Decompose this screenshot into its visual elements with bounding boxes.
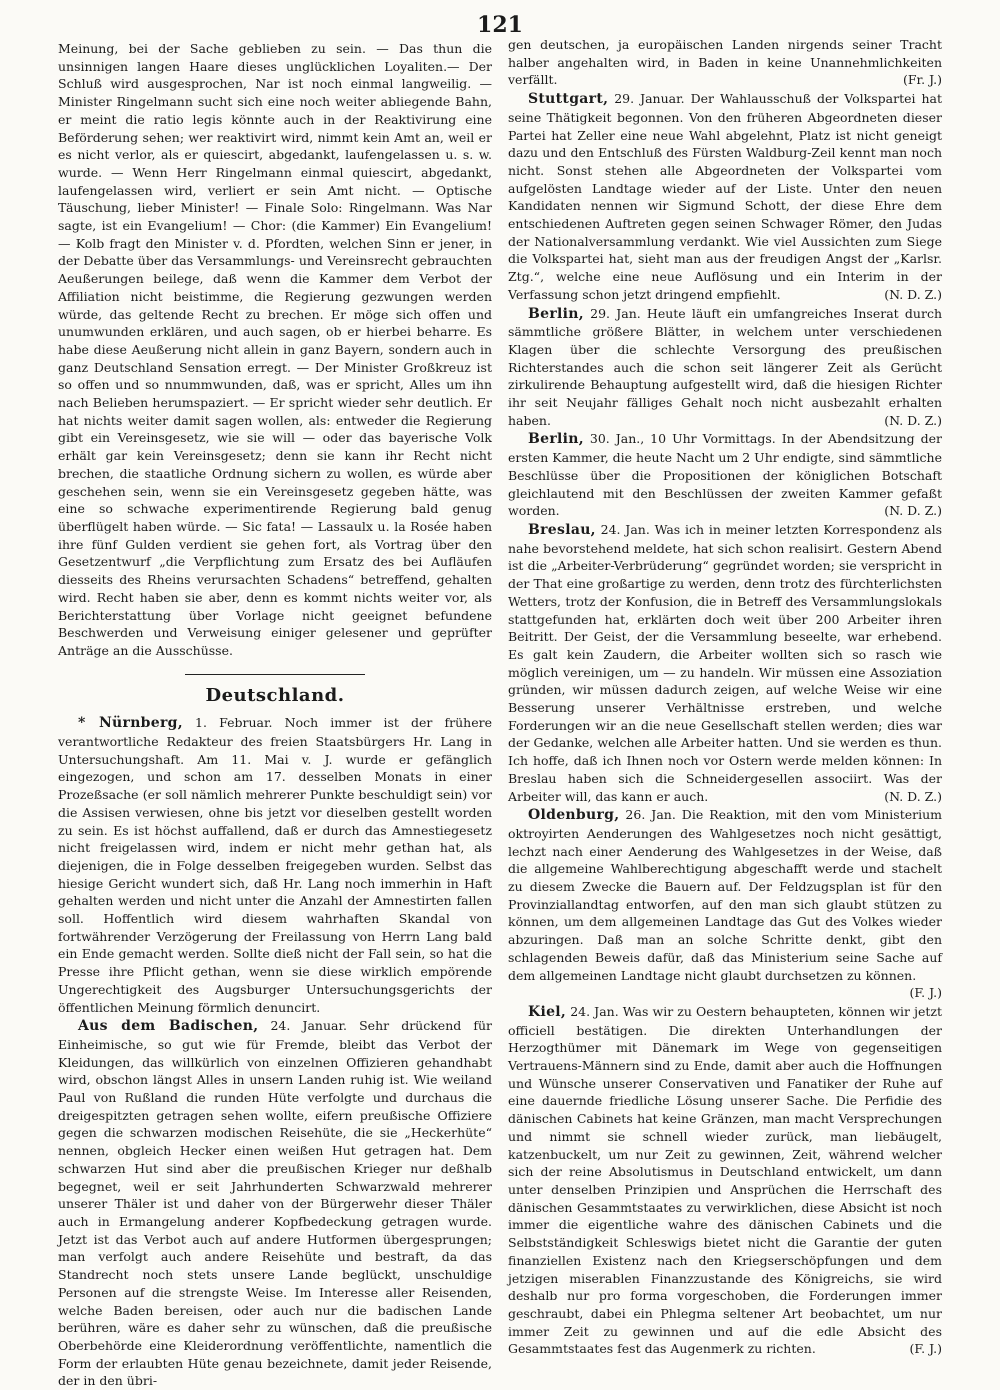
article-berlin-2-text: 30. Jan., 10 Uhr Vormittags. In der Abendsitzung der ersten Kammer, die heute Nacht um 2 Uhr endigte, sind sämmtliche Beschlüsse über die Propositionen der königlichen Botschaft gleichlautend mit den Beschlüssen der zweiten Kammer gefaßt worden. [508,431,943,519]
source-signature: (N. D. Z.) [884,503,942,519]
source-signature: (F. J.) [909,1341,942,1357]
dateline-kiel: Kiel, [528,1003,567,1020]
dateline-nuernberg: * Nürnberg, [78,715,183,732]
section-title: Deutschland. [205,684,345,706]
dateline-baden: Aus dem Badischen, [78,1018,259,1035]
article-baden-text: 24. Januar. Sehr drückend für Einheimische, so gut wie für Fremde, bleibt das Verbot der Kleidungen, das willkürlich von einzelnen Offizieren gehandhabt wird, obschon längst Alles in unsern Landen ruhig ist. Wie weiland Paul von Rußland die runden Hüte verfolgte und durchaus die dreigespitzten getragen sehen wollte, eifern preußische Offiziere gegen die schwarzen modischen Reisehüte, die sie „Heckerhüte“ nennen, obgleich Hecker einen weißen Hut getragen hat. Dem schwarzen Hut sind aber die preußischen Krieger nur deßhalb begegnet, weil er seit Jahrhunderten Schwarzwald mehrerer unserer Thäler ist und daher von der Bürgerwehr dieser Thäler auch in Ermangelung anderer Kopfbedeckung getragen wurde. Jetzt ist das Verbot auch auf andere Hutformen übergesprungen; man verfolgt auch andere Reisehüte und bestraft, da das Standrecht noch stets unsere Lande beglückt, unschuldige Personen auf die strengste Weise. Im Interesse aller Reisenden, welche Baden bereisen, oder auch nur die badischen Lande berühren, wäre es daher sehr zu wünschen, daß die preußische Oberbehörde eine Kleiderordnung veröffentlichte, namentlich die Form der erlaubten Hüte genau bezeichnete, damit jeder Reisende, der in den übri- [58,1018,492,1389]
source-signature: (Fr. J.) [903,72,942,88]
article-berlin-2 [508,430,942,520]
source-signature: (N. D. Z.) [884,788,942,804]
article-oldenburg [508,806,942,1002]
page-number: 121 [477,12,523,38]
article-stuttgart-text: 29. Januar. Der Wahlausschuß der Volkspartei hat seine Thätigkeit begonnen. Von den früheren Abgeordneten dieser Partei hat Zeller eine neue Wahl abgelehnt, Platz ist nicht geneigt dazu und den Entschluß des Fürsten Waldburg-Zeil kennt man noch nicht. Sonst stehen alle Abgeordneten der Volkspartei vom aufgelösten Landtage wieder auf der Liste. Unter den neuen Kandidaten nennen wir Sigmund Schott, der diese Ehre dem entschiedenen Auftreten gegen seinen Schwager Römer, den Judas der Nationalversammlung verdankt. Wie viel Aussichten zum Siege die Volkspartei hat, sieht man aus der freudigen Angst der „Karlsr. Ztg.“, welche eine neue Auflösung und ein Interim in der Verfassung schon jetzt dringend empfiehlt. [508,91,942,302]
parliament-report-paragraph: Meinung, bei der Sache geblieben zu sein. — Das thun die unsinnigen langen Haare dieses unglücklichen Loyaliten.— Der Schluß wird ausgesprochen, Nar ist noch einmal langweilig. — Minister Ringelmann sucht sich eine noch weiter abliegende Bahn, er meint die ratio legis könnte auch in der Reaktivirung eine Beförderung sehen; wer reaktivirt wird, nimmt kein Amt an, weil er es nicht verlor, als er quiescirt, abgedankt, laufengelassen u. s. w. wurde. — Wenn Herr Ringelmann einmal quiescirt, abgedankt, laufengelassen wird, verliert er sein Amt nicht. — Optische Täuschung, lieber Minister! — Finale Solo: Ringelmann. Was Nar sagte, ist ein Evangelium! — Chor: (die Kammer) Ein Evangelium! — Kolb fragt den Minister v. d. Pfordten, welchen Sinn er jener, in der Debatte über das Versammlungs- und Vereinsrecht gebrauchten Aeußerungen beilege, daß wenn die Kammer dem Verbot der Affiliation nicht beistimme, die Regierung gezwungen werden würde, das geltende Recht zu brechen. Er möge sich offen und unumwunden erklären, und auch sagen, ob er hierbei beharre. Es habe diese Aeußerung nicht allein in ganz Bayern, sondern auch in ganz Deutschland Sensation erregt. — Der Minister Großkreuz ist so offen und so nnummwunden, daß, was er spricht, Alles um ihn nach Belieben herumspaziert. — Er spricht wieder sehr deutlich. Er hat nichts weiter damit sagen wollen, als: entweder die Regierung gibt ein Vereinsgesetz, wie sie will — oder das bayerische Volk erhält gar kein Vereinsgesetz; denn sie kann ihr Recht nicht brechen, die staatliche Ordnung sichern zu wollen, es würde aber geschehen sein, wenn sie ein Vereinsgesetz gegeben hätte, was eine so schwache experimentirende Regierung bald genug überflügelt haben würde. — Sic fata! — Lassaulx u. la Rosée haben ihre fünf Gulden verdient sie gehen fort, als Vortrag über den Gesetzentwurf „die Verpflichtung zum Ersatz des bei Aufläufen diesseits des Rheins verursachten Schadens“ betreffend, gehalten wird. Recht haben sie aber, denn es kommt nichts weiter vor, als Berichterstattung über Vorlage nicht geeignet befundene Beschwerden und Verweisung einiger gelesener und geprüfter Anträge an die Ausschüsse. [58,41,492,658]
article-stuttgart [508,90,942,303]
right-column [508,36,942,1358]
dateline-oldenburg: Oldenburg, [528,807,620,824]
dateline-berlin-1: Berlin, [528,305,584,322]
article-baden-continued-text: gen deutschen, ja europäischen Landen nirgends seiner Tracht halber angehalten wird, in Baden in keine Unannehmlichkeiten verfällt. [508,37,942,88]
article-kiel-text: 24. Jan. Was wir zu Oestern behaupteten, können wir jetzt officiell bestätigen. Die direkten Unterhandlungen der Herzogthümer mit Dänemark im Wege von gegenseitigen Vertrauens-Männern sind zu Ende, damit aber auch die Hoffnungen und Wünsche unserer Conservativen und Fanatiker der Ruhe auf eine dauernde friedliche Lösung unserer Sache. Die Perfidie des dänischen Cabinets hat keine Gränzen, man macht Versprechungen und nimmt sie schnell wieder zurück, man liebäugelt, katzenbuckelt, um nur Zeit zu gewinnen, Zeit, während welcher sich der reine Absolutismus in Deutschland entwickelt, um dann unter denselben Prinzipien und Ansprüchen die Herrschaft des dänischen Gesammtstaates zu verwirklichen, diese Absicht ist noch immer die eigentliche wahre des dänischen Cabinets und die Selbstständigkeit Schleswigs bietet nicht die Garantie der guten finanziellen Existenz nach den Kriegserschöpfungen und dem jetzigen miserablen Finanzzustande des Königreichs, sie wird deshalb nur pro forma vorgeschoben, die Forderungen immer geschraubt, dabei ein Phlegma seltener Art beobachtet, um nur immer Zeit zu gewinnen und auf die edle Absicht des Gesammtstaates fest das Augenmerk zu richten. [508,1003,942,1357]
section-divider [185,674,365,675]
dateline-berlin-2: Berlin, [528,431,584,448]
source-signature: (N. D. Z.) [884,286,942,302]
article-berlin-1 [508,305,942,430]
source-signature: (N. D. Z.) [884,412,942,428]
dateline-breslau: Breslau, [528,521,596,538]
left-column [58,40,492,1390]
article-baden [58,1017,492,1390]
article-baden-continued [508,36,942,89]
article-oldenburg-text: 26. Jan. Die Reaktion, mit den vom Ministerium oktroyirten Aenderungen des Wahlgesetzes noch nicht gesättigt, lechzt nach einer Aenderung des Wahlgesetzes in der Weise, daß die allgemeine Wahlberechtigung abgeschafft werde und stachelt zu diesem Zwecke die Bauern auf. Der Feldzugsplan ist für den Provinziallandtag entworfen, auf den man sich glaubt stützen zu können, um dem allgemeinen Landtage das Gut des Volkes wieder abzuringen. Daß man an solche Schritte denkt, gibt den schlagenden Beweis dafür, daß das Ministerium seine Sache auf dem allgemeinen Landtage nicht glaubt durchsetzen zu können. [508,807,942,983]
article-breslau [508,521,942,805]
dateline-stuttgart: Stuttgart, [528,91,609,108]
article-nuernberg [58,714,492,1016]
article-kiel [508,1003,942,1358]
source-signature: (F. J.) [909,985,942,1001]
article-berlin-1-text: 29. Jan. Heute läuft ein umfangreiches Inserat durch sämmtliche größere Blätter, in welchem unter verschiedenen Klagen über die schlechte Versorgung des preußischen Richterstandes auch die schon seit längerer Zeit als Gerücht zirkulirende Behauptung aufgestellt wird, daß die hiesigen Richter ihr seit Neujahr fälliges Gehalt noch nicht ausbezahlt erhalten haben. [508,305,942,428]
article-breslau-text: 24. Jan. Was ich in meiner letzten Korrespondenz als nahe bevorstehend meldete, hat sich schon realisirt. Gestern Abend ist die „Arbeiter-Verbrüderung“ gegründet worden; sie verspricht in der That eine großartige zu werden, denn trotz des fürchterlichsten Wetters, trotz der Konfusion, die in Betreff des Versammlungslokals stattgefunden hat, erklärten doch weit über 200 Arbeiter ihren Beitritt. Der Geist, der die Versammlung beseelte, war erhebend. Es galt kein Zaudern, die Arbeiter wollten sich so rasch wie möglich vereinigen, um — zu handeln. Wir müssen eine Assoziation gründen, wir müssen dadurch zeigen, auf welche Weise wir eine Besserung unserer Verhältnisse erstreben, und welche Forderungen wir an die neue Gesellschaft stellen werden; dies war der Gedanke, welchen alle Arbeiter hatten. Und sie werden es thun. Ich hoffe, daß ich Ihnen noch vor Ostern werde melden können: In Breslau haben sich die Schneidergesellen associirt. Was der Arbeiter will, das kann er auch. [508,521,942,804]
article-nuernberg-text: 1. Februar. Noch immer ist der frühere verantwortliche Redakteur des freien Staatsbürgers Hr. Lang in Untersuchungshaft. Am 11. Mai v. J. wurde er gefänglich eingezogen, und schon am 17. desselben Monats in einer Prozeßsache (er soll nämlich mehrerer Punkte beschuldigt sein) vor die Assisen verwiesen, ohne bis jetzt vor dieselben gestellt worden zu sein. Es ist höchst auffallend, daß er durch das Amnestiegesetz nicht freigelassen wird, indem er nicht mehr gethan hat, als diejenigen, die in Folge desselben freigegeben wurden. Selbst das hiesige Gericht wundert sich, daß Hr. Lang noch immerhin in Haft gehalten werden und nicht unter die Anzahl der Amnestirten fallen soll. Hoffentlich wird diesem wahrhaften Skandal von fortwährender Verzögerung der Freilassung von Herrn Lang bald ein Ende gemacht werden. Sollte dieß nicht der Fall sein, so hat die Presse ihre Pflicht gethan, wenn sie diese wirklich empörende Ungerechtigkeit des Augsburger Untersuchungsgerichts der öffentlichen Meinung förmlich denuncirt. [58,715,493,1015]
